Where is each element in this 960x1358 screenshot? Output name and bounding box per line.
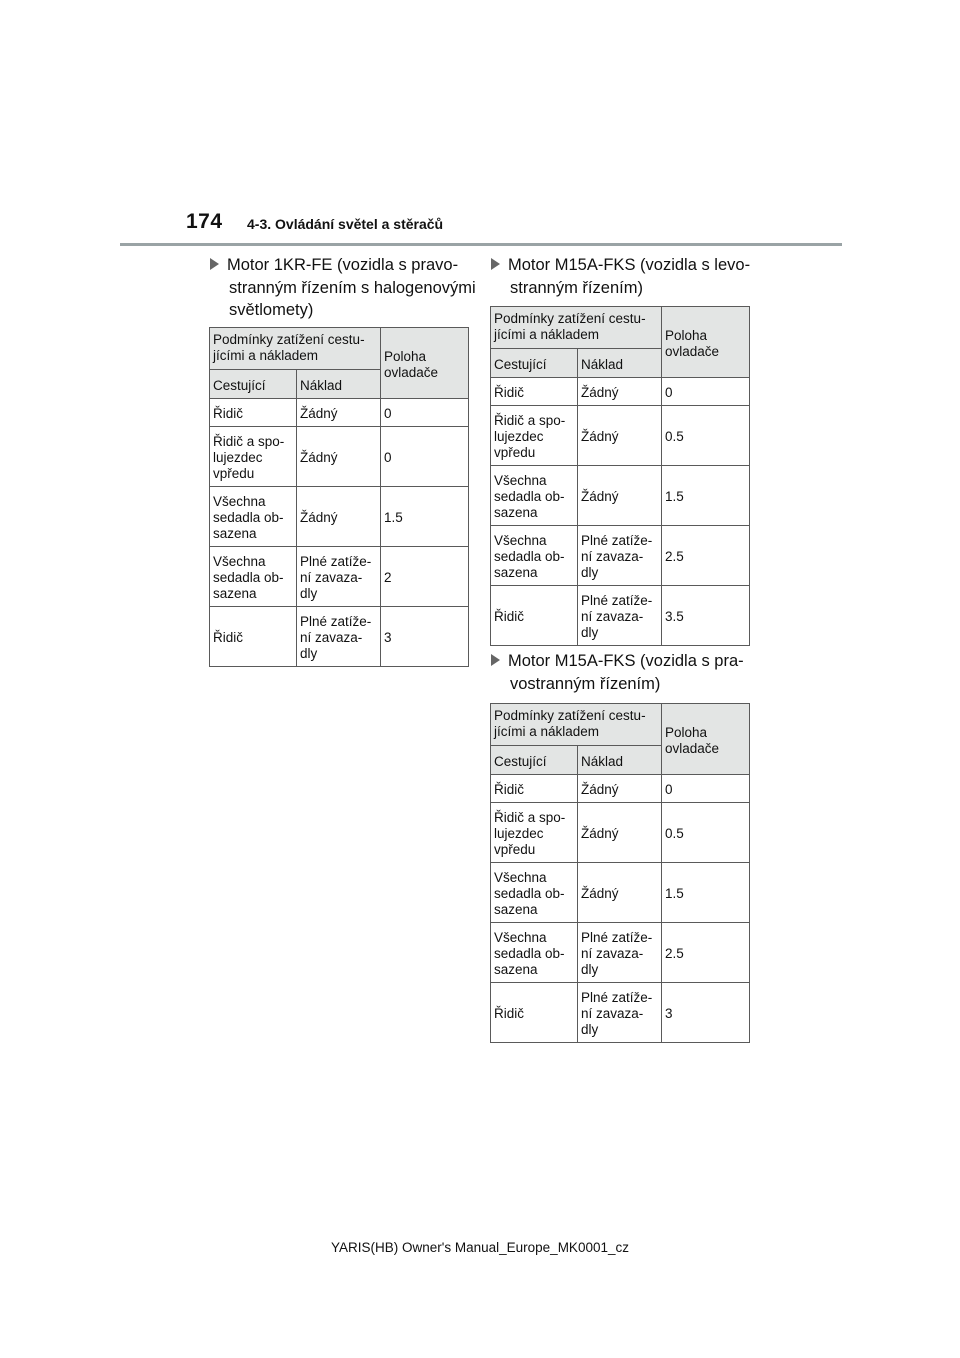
load-conditions-header: Podmínky zatížení cestu- jícími a nákladem xyxy=(491,704,662,746)
section-heading: Motor 1KR-FE (vozidla s pravo- stranným řízením s halogenovými světlomety) xyxy=(210,254,476,322)
passengers-header: Cestující xyxy=(210,370,297,399)
bullet-triangle-icon xyxy=(491,258,500,270)
section-heading: Motor M15A-FKS (vozidla s levo- stranným řízením) xyxy=(491,254,750,299)
switch-position-header: Poloha ovladače xyxy=(662,704,750,775)
table-row: Všechna sedadla ob- sazena Žádný 1.5 xyxy=(210,487,469,547)
table-row: Všechna sedadla ob- sazena Plné zatíže- ní zavaza- dly 2.5 xyxy=(491,526,750,586)
cargo-header: Náklad xyxy=(297,370,381,399)
load-conditions-header: Podmínky zatížení cestu- jícími a nákladem xyxy=(210,328,381,370)
switch-position-header: Poloha ovladače xyxy=(381,328,469,399)
passengers-header: Cestující xyxy=(491,349,578,378)
table-row: Řidič a spo- lujezdec vpředu Žádný 0.5 xyxy=(491,803,750,863)
cargo-header: Náklad xyxy=(578,349,662,378)
table-row: Řidič Žádný 0 xyxy=(210,399,469,427)
table-row: Řidič Žádný 0 xyxy=(491,378,750,406)
bullet-triangle-icon xyxy=(210,258,219,270)
page-footer: YARIS(HB) Owner's Manual_Europe_MK0001_cz xyxy=(331,1240,629,1255)
load-table xyxy=(490,306,750,646)
passengers-header: Cestující xyxy=(491,746,578,775)
load-table xyxy=(209,327,469,667)
section-heading: Motor M15A-FKS (vozidla s pra- vostranným řízením) xyxy=(491,650,744,695)
load-table xyxy=(490,703,750,1043)
table-row: Řidič Plné zatíže- ní zavaza- dly 3 xyxy=(491,983,750,1043)
table-row: Řidič a spo- lujezdec vpředu Žádný 0.5 xyxy=(491,406,750,466)
section-title: 4-3. Ovládání světel a stěračů xyxy=(247,216,444,232)
switch-position-header: Poloha ovladače xyxy=(662,307,750,378)
page-number: 174 xyxy=(186,210,223,233)
bullet-triangle-icon xyxy=(491,654,500,666)
table-row: Řidič Plné zatíže- ní zavaza- dly 3.5 xyxy=(491,586,750,646)
table-row: Všechna sedadla ob- sazena Plné zatíže- ní zavaza- dly 2.5 xyxy=(491,923,750,983)
load-conditions-header: Podmínky zatížení cestu- jícími a nákladem xyxy=(491,307,662,349)
table-row: Všechna sedadla ob- sazena Žádný 1.5 xyxy=(491,466,750,526)
table-row: Všechna sedadla ob- sazena Žádný 1.5 xyxy=(491,863,750,923)
table-row: Řidič Žádný 0 xyxy=(491,775,750,803)
table-row: Řidič Plné zatíže- ní zavaza- dly 3 xyxy=(210,607,469,667)
header-rule xyxy=(120,243,842,246)
table-row: Všechna sedadla ob- sazena Plné zatíže- ní zavaza- dly 2 xyxy=(210,547,469,607)
table-row: Řidič a spo- lujezdec vpředu Žádný 0 xyxy=(210,427,469,487)
cargo-header: Náklad xyxy=(578,746,662,775)
